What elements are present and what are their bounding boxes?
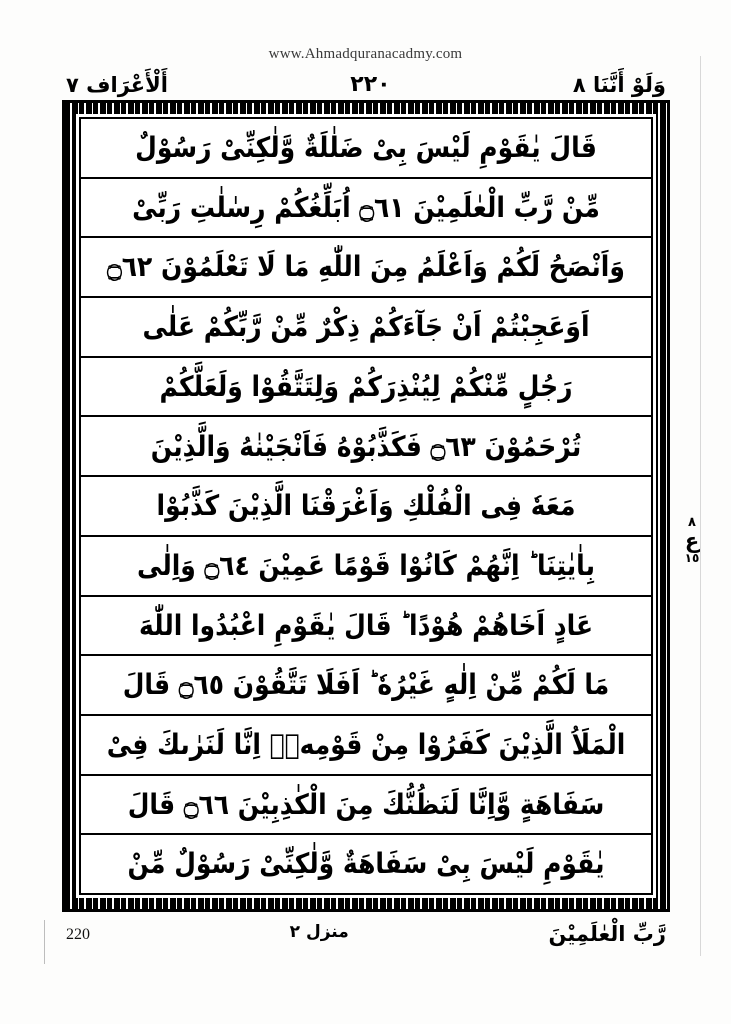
ayah-line-10: مَا لَكُمْ مِّنْ اِلٰهٍ غَيْرُهٗ ؕ اَفَلَا تَتَّقُوْنَ ۝٦٥ قَالَ	[122, 668, 610, 701]
ayah-line-1: قَالَ يٰقَوْمِ لَيْسَ بِىْ ضَلٰلَةٌ وَّلٰكِنِّىْ رَسُوْلٌ	[135, 131, 597, 164]
footer-manzil-label: منزل ٢	[289, 922, 349, 942]
page-header	[66, 62, 666, 96]
ayah-line-7: مَعَهٗ فِى الْفُلْكِ وَاَغْرَقْنَا الَّذِيْنَ كَذَّبُوْا	[156, 489, 576, 522]
ayah-line-row	[81, 656, 651, 716]
ayah-line-11: الْمَلَاُ الَّذِيْنَ كَفَرُوْا مِنْ قَوْمِهٖۤ اِنَّا لَنَرٰىكَ فِىْ	[106, 728, 626, 761]
text-frame	[62, 100, 670, 912]
ayah-line-12: سَفَاهَةٍ وَّاِنَّا لَنَظُنُّكَ مِنَ الْكٰذِبِيْنَ ۝٦٦ قَالَ	[127, 787, 605, 821]
ayah-line-2: مِّنْ رَّبِّ الْعٰلَمِيْنَ ۝٦١ اُبَلِّغُكُمْ رِسٰلٰتِ رَبِّىْ	[132, 191, 600, 224]
ayah-line-row	[81, 537, 651, 597]
ruku-marker	[672, 516, 712, 564]
header-page-number: ٢٢٠	[350, 72, 391, 97]
ayah-line-8: بِاٰيٰتِنَا ؕ اِنَّهُمْ كَانُوْا قَوْمًا عَمِيْنَ ۝٦٤ وَاِلٰى	[137, 549, 595, 582]
ayah-lines-container	[81, 119, 651, 893]
right-margin-rule	[700, 56, 701, 956]
left-margin-tick	[44, 920, 45, 964]
ayah-line-3: وَاَنْصَحُ لَكُمْ وَاَعْلَمُ مِنَ اللّٰهِ مَا لَا تَعْلَمُوْنَ ۝٦٢	[107, 250, 625, 284]
ayah-line-9: عَادٍ اَخَاهُمْ هُوْدًا ؕ قَالَ يٰقَوْمِ اعْبُدُوا اللّٰهَ	[138, 608, 594, 642]
footer-page-number: 220	[66, 926, 91, 943]
ayah-line-row	[81, 298, 651, 358]
footer-arabic-catchword: رَّبِّ الْعٰلَمِيْنَ	[548, 922, 666, 946]
ruku-juz-number: ٨	[688, 515, 696, 530]
ayah-line-row	[81, 238, 651, 298]
ayah-line-row	[81, 835, 651, 893]
ruku-ain-icon: ع	[684, 528, 700, 553]
ayah-line-6: تُرْحَمُوْنَ ۝٦٣ فَكَذَّبُوْهُ فَاَنْجَيْنٰهُ وَالَّذِيْنَ	[150, 429, 582, 463]
ayah-line-4: اَوَعَجِبْتُمْ اَنْ جَآءَكُمْ ذِكْرٌ مِّنْ رَّبِّكُمْ عَلٰى	[142, 310, 590, 343]
ayah-line-row	[81, 119, 651, 179]
ayah-line-5: رَجُلٍ مِّنْكُمْ لِيُنْذِرَكُمْ وَلِتَتَّقُوْا وَلَعَلَّكُمْ	[159, 370, 573, 403]
ayah-line-row	[81, 179, 651, 239]
ayah-line-13: يٰقَوْمِ لَيْسَ بِىْ سَفَاهَةٌ وَّلٰكِنِّىْ رَسُوْلٌ مِّنْ	[127, 847, 605, 881]
ayah-line-row	[81, 776, 651, 836]
ayah-line-row	[81, 358, 651, 418]
header-surah-label: أَلْأَعْرَاف ٧	[66, 73, 168, 97]
page-footer	[66, 922, 666, 956]
ayah-line-row	[81, 417, 651, 477]
ruku-count-number: ١٥	[684, 550, 700, 565]
header-juz-label: وَلَوْ أَنَّنَا ٨	[572, 73, 666, 97]
ayah-line-row	[81, 477, 651, 537]
ayah-line-row	[81, 716, 651, 776]
website-url-watermark: www.Ahmadquranacadmy.com	[268, 46, 463, 62]
ayah-line-row	[81, 597, 651, 657]
